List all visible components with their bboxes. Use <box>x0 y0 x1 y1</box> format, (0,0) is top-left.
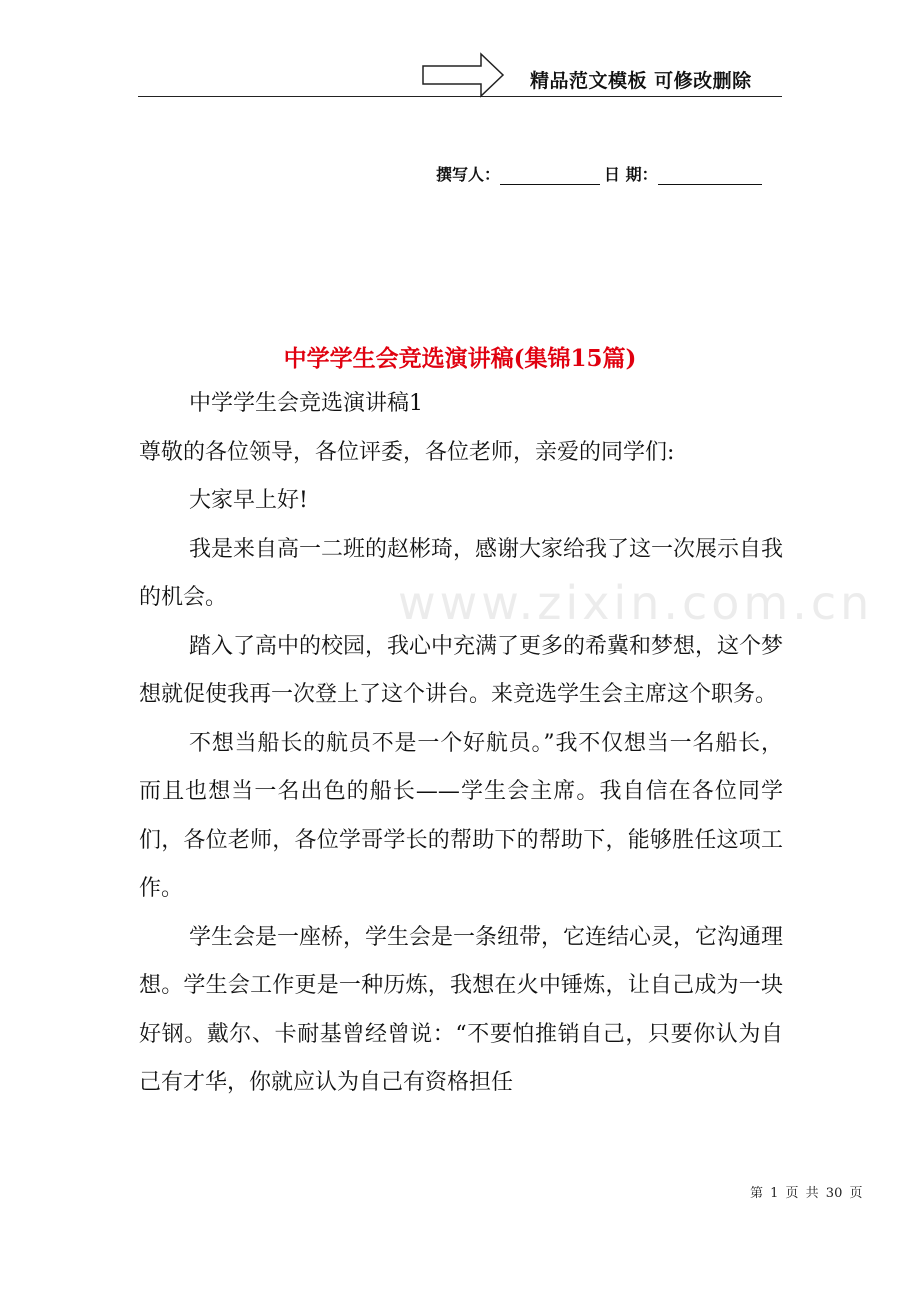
page-number: 第 1 页 共 30 页 <box>750 1186 863 1201</box>
paragraph: 学生会是一座桥，学生会是一条纽带，它连结心灵，它沟通理想。学生会工作更是一种历炼，我想在火中锤炼，让自己成为一块好钢。戴尔、卡耐基曾经曾说：“不要怕推销自己，只要你认为自己有才华，你就应认为自己有资格担任 <box>139 924 784 1095</box>
author-label: 撰写人： <box>436 165 501 184</box>
paragraph: 踏入了高中的校园，我心中充满了更多的希冀和梦想，这个梦想就促使我再一次登上了这个讲台。来竞选学生会主席这个职务。 <box>139 633 784 707</box>
date-blank[interactable] <box>658 166 762 185</box>
author-blank[interactable] <box>500 166 600 185</box>
document-body <box>139 380 783 1108</box>
paragraph: 不想当船长的航员不是一个好航员。”我不仅想当一名船长，而且也想当一名出色的船长——学生会主席。我自信在各位同学们，各位老师，各位学哥学长的帮助下的帮助下，能够胜任这项工作。 <box>139 730 783 901</box>
salutation: 尊敬的各位领导，各位评委，各位老师，亲爱的同学们: <box>139 439 675 465</box>
right-arrow-icon <box>421 52 505 98</box>
date-label: 日 期： <box>604 165 658 184</box>
signature-line <box>436 162 762 185</box>
paragraph: 我是来自高一二班的赵彬琦，感谢大家给我了这一次展示自我的机会。 <box>139 536 784 610</box>
section-heading: 中学学生会竞选演讲稿1 <box>189 391 423 416</box>
header-title: 精品范文模板 可修改删除 <box>530 70 752 92</box>
header-rule <box>138 96 782 97</box>
document-title: 中学学生会竞选演讲稿(集锦15篇) <box>283 345 637 372</box>
greeting: 大家早上好! <box>189 488 308 513</box>
watermark: www.zixin.com.cn <box>398 576 874 630</box>
